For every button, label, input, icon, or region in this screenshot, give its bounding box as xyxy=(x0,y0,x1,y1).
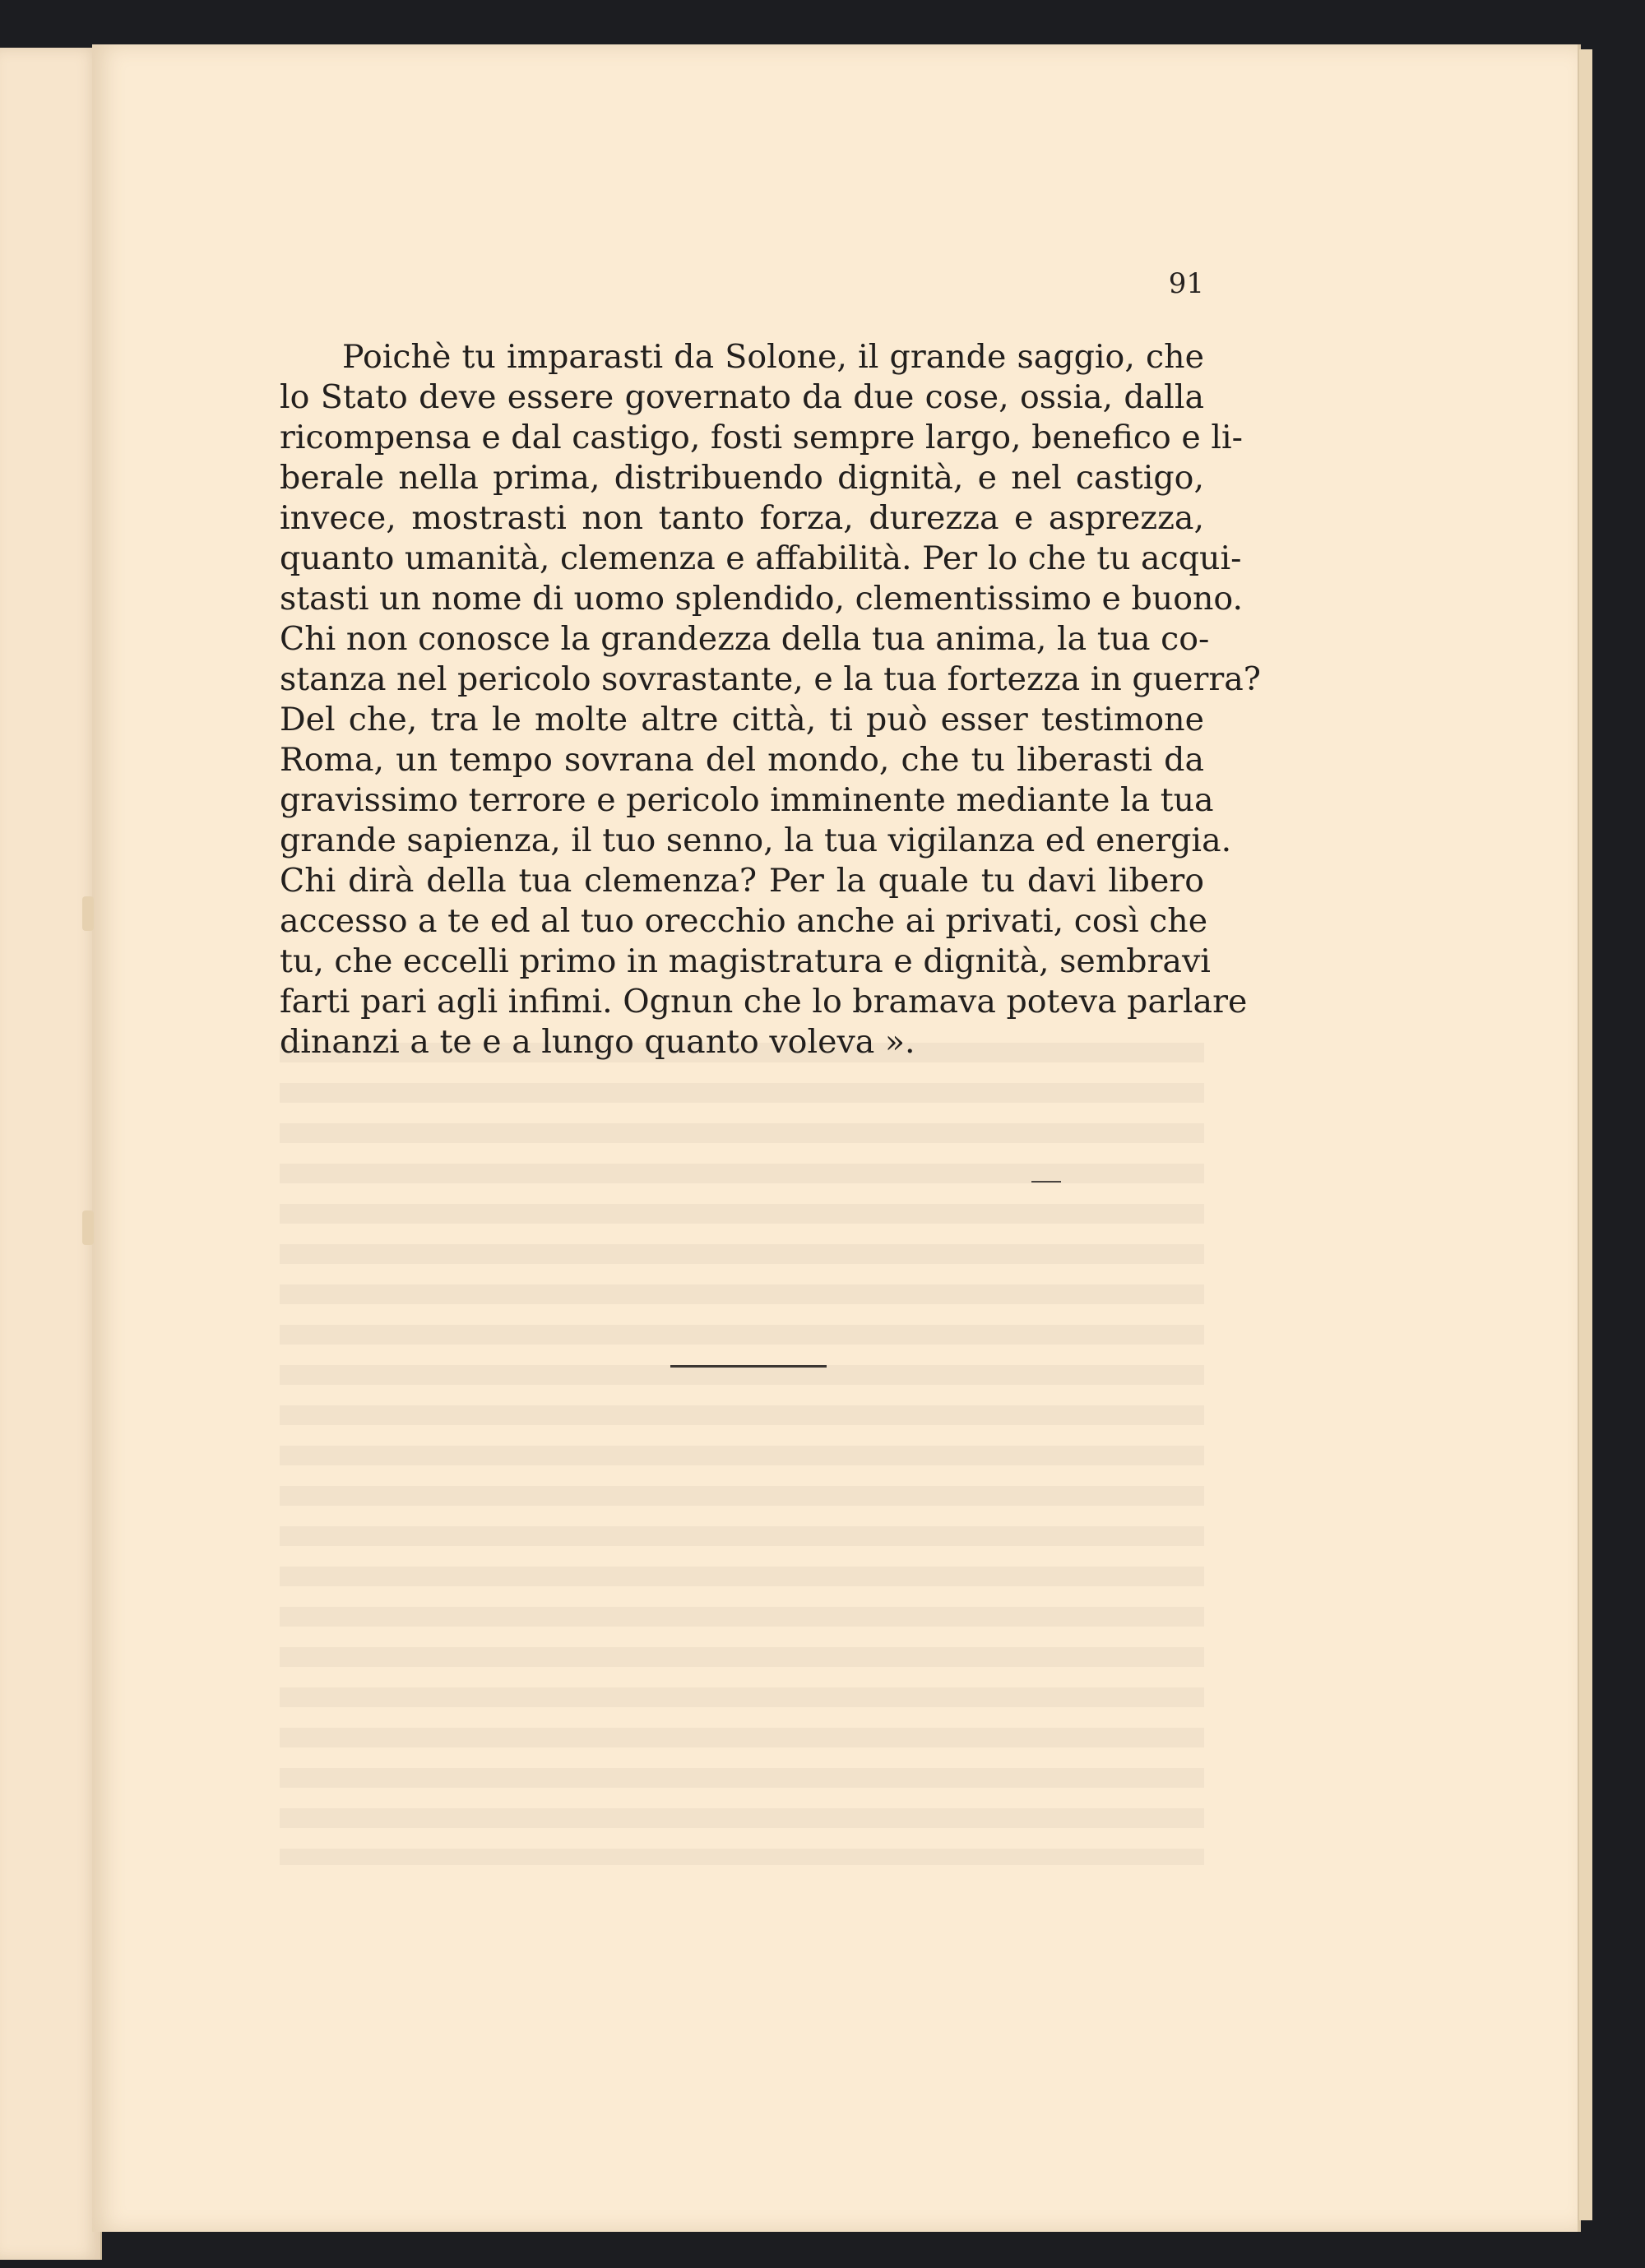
text-line: Del che, tra le molte altre città, ti può esser testimone xyxy=(280,701,1204,738)
text-line: invece, mostrasti non tanto forza, durezza e asprezza, xyxy=(280,499,1204,537)
text-line: gravissimo terrore e pericolo imminente mediante la tua xyxy=(280,781,1214,819)
text-line: dinanzi a te e a lungo quanto voleva ». xyxy=(280,1023,915,1061)
text-line: farti pari agli infimi. Ognun che lo bramava poteva parlare xyxy=(280,983,1248,1021)
text-line: stasti un nome di uomo splendido, clementissimo e buono. xyxy=(280,580,1244,618)
text-line: lo Stato deve essere governato da due cose, ossia, dalla xyxy=(280,378,1204,416)
show-through-text xyxy=(280,1043,1204,1865)
section-rule xyxy=(670,1365,827,1368)
text-line: tu, che eccelli primo in magistratura e dignità, sembravi xyxy=(280,942,1211,980)
binding-mark xyxy=(82,896,94,931)
short-dash-mark xyxy=(1031,1181,1061,1183)
text-line: grande sapienza, il tuo senno, la tua vigilanza ed energia. xyxy=(280,822,1232,859)
binding-mark xyxy=(82,1210,94,1245)
text-line: Chi non conosce la grandezza della tua anima, la tua co- xyxy=(280,620,1210,658)
page-edge xyxy=(1579,49,1592,2220)
text-line: berale nella prima, distribuendo dignità, e nel castigo, xyxy=(280,459,1204,497)
text-line: accesso a te ed al tuo orecchio anche ai privati, così che xyxy=(280,902,1208,940)
text-line: stanza nel pericolo sovrastante, e la tua fortezza in guerra? xyxy=(280,660,1261,698)
text-line: Chi dirà della tua clemenza? Per la quale tu davi libero xyxy=(280,862,1204,900)
text-line: quanto umanità, clemenza e affabilità. Per lo che tu acqui- xyxy=(280,539,1242,577)
text-line: Roma, un tempo sovrana del mondo, che tu liberasti da xyxy=(280,741,1204,779)
page-number: 91 xyxy=(1168,267,1204,300)
text-line: ricompensa e dal castigo, fosti sempre largo, benefico e li- xyxy=(280,419,1243,456)
body-paragraph xyxy=(280,337,1261,1062)
text-line: Poichè tu imparasti da Solone, il grande saggio, che xyxy=(342,338,1204,376)
facing-page-edge xyxy=(0,48,102,2260)
